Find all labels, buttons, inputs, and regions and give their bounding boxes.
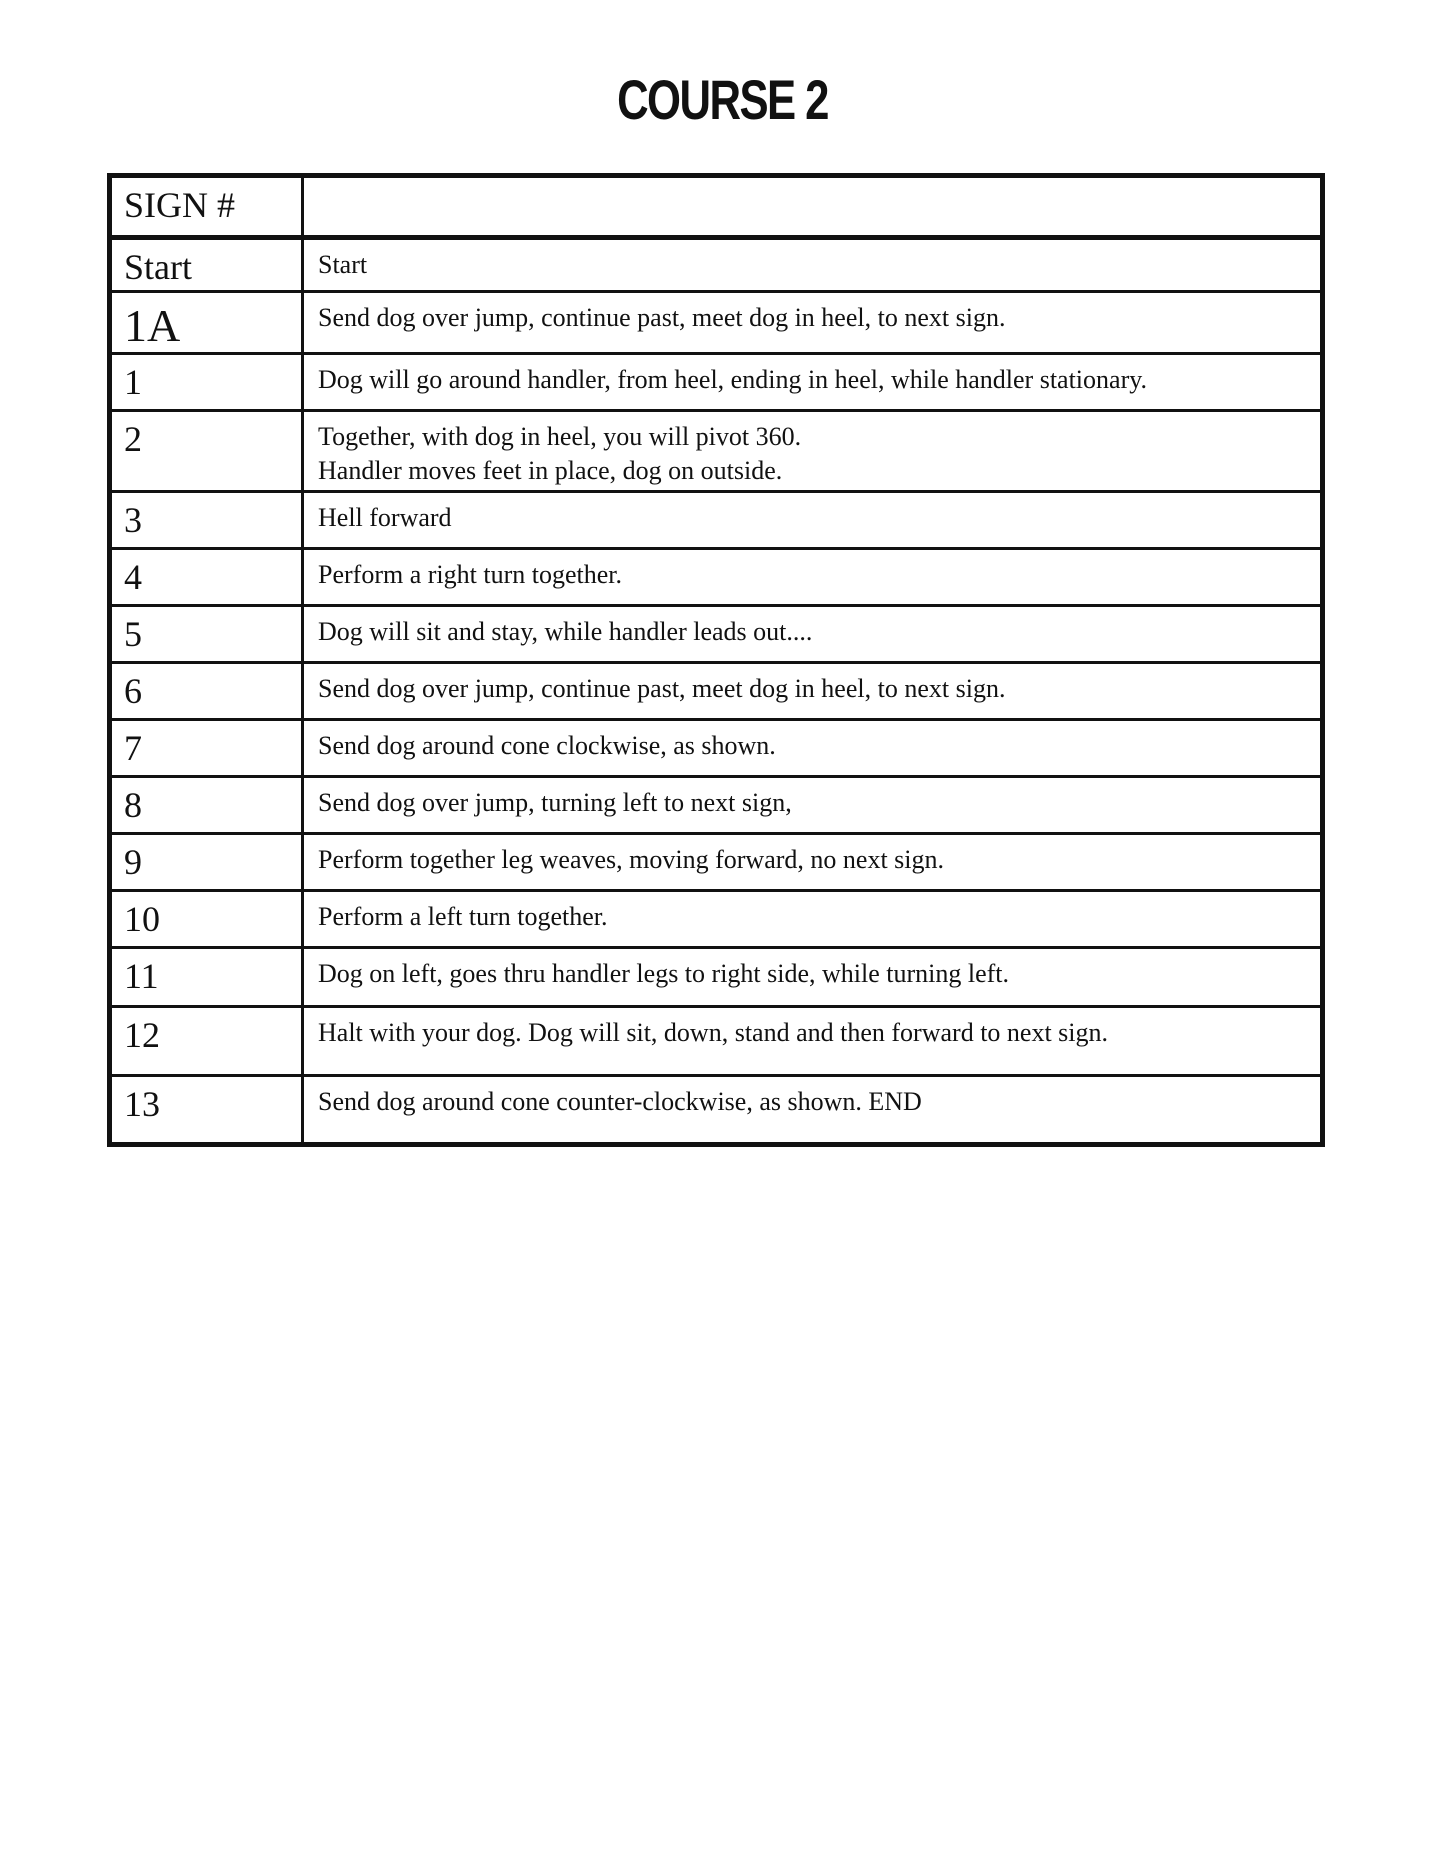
sign-description bbox=[303, 1007, 1323, 1076]
table-header-row bbox=[110, 176, 1323, 238]
table-row bbox=[110, 663, 1323, 720]
table-row bbox=[110, 834, 1323, 891]
sign-number: 9 bbox=[110, 834, 303, 891]
table-row bbox=[110, 492, 1323, 549]
description-line: Send dog over jump, continue past, meet dog in heel, to next sign. bbox=[318, 674, 1006, 703]
description-line: Perform a right turn together. bbox=[318, 560, 622, 589]
description-line: Dog will go around handler, from heel, ending in heel, while handler stationary. bbox=[318, 365, 1148, 394]
description-line: Halt with your dog. Dog will sit, down, stand and then forward to next sign. bbox=[318, 1018, 1109, 1047]
table-row bbox=[110, 1007, 1323, 1076]
sign-number: 10 bbox=[110, 891, 303, 948]
table-row bbox=[110, 891, 1323, 948]
sign-number: 12 bbox=[110, 1007, 303, 1076]
sign-number: Start bbox=[110, 238, 303, 292]
sign-description bbox=[303, 606, 1323, 663]
description-line: Send dog over jump, continue past, meet dog in heel, to next sign. bbox=[318, 303, 1006, 332]
description-line: Handler moves feet in place, dog on outside. bbox=[318, 455, 783, 485]
sign-number: 8 bbox=[110, 777, 303, 834]
table-row bbox=[110, 411, 1323, 492]
sign-number: 11 bbox=[110, 948, 303, 1007]
description-column-header bbox=[303, 176, 1323, 238]
sign-number: 6 bbox=[110, 663, 303, 720]
description-line: Together, with dog in heel, you will pivot 360. bbox=[318, 422, 802, 451]
sign-number: 4 bbox=[110, 549, 303, 606]
description-line: Hell forward bbox=[318, 503, 452, 532]
description-line: Send dog around cone clockwise, as shown. bbox=[318, 731, 776, 760]
sign-description bbox=[303, 948, 1323, 1007]
table-row bbox=[110, 292, 1323, 354]
sign-description bbox=[303, 238, 1323, 292]
sign-description bbox=[303, 720, 1323, 777]
table-row bbox=[110, 720, 1323, 777]
sign-description bbox=[303, 292, 1323, 354]
sign-number: 3 bbox=[110, 492, 303, 549]
description-line: Send dog around cone counter-clockwise, as shown. END bbox=[318, 1087, 922, 1116]
description-line: Perform together leg weaves, moving forward, no next sign. bbox=[318, 845, 945, 874]
sign-description bbox=[303, 492, 1323, 549]
page-title: COURSE 2 bbox=[617, 68, 828, 131]
table-row bbox=[110, 238, 1323, 292]
sign-number: 5 bbox=[110, 606, 303, 663]
sign-description bbox=[303, 549, 1323, 606]
course-table bbox=[107, 173, 1325, 1147]
table-row bbox=[110, 354, 1323, 411]
table-row bbox=[110, 948, 1323, 1007]
sign-column-header: SIGN # bbox=[110, 176, 303, 238]
description-line: Start bbox=[318, 250, 368, 279]
sign-number: 2 bbox=[110, 411, 303, 492]
sign-description bbox=[303, 354, 1323, 411]
sign-description bbox=[303, 1076, 1323, 1145]
description-line: Perform a left turn together. bbox=[318, 902, 608, 931]
sign-number: 1A bbox=[110, 292, 303, 354]
sign-number: 1 bbox=[110, 354, 303, 411]
sign-description bbox=[303, 411, 1323, 492]
sign-description bbox=[303, 777, 1323, 834]
sign-description bbox=[303, 834, 1323, 891]
description-line: Dog will sit and stay, while handler leads out.... bbox=[318, 617, 813, 646]
table-row bbox=[110, 606, 1323, 663]
table-row bbox=[110, 549, 1323, 606]
sign-number: 7 bbox=[110, 720, 303, 777]
description-line: Send dog over jump, turning left to next sign, bbox=[318, 788, 792, 817]
sign-number: 13 bbox=[110, 1076, 303, 1145]
sign-description bbox=[303, 891, 1323, 948]
sign-description bbox=[303, 663, 1323, 720]
table-row bbox=[110, 1076, 1323, 1145]
description-line: Dog on left, goes thru handler legs to right side, while turning left. bbox=[318, 959, 1010, 988]
table-row bbox=[110, 777, 1323, 834]
